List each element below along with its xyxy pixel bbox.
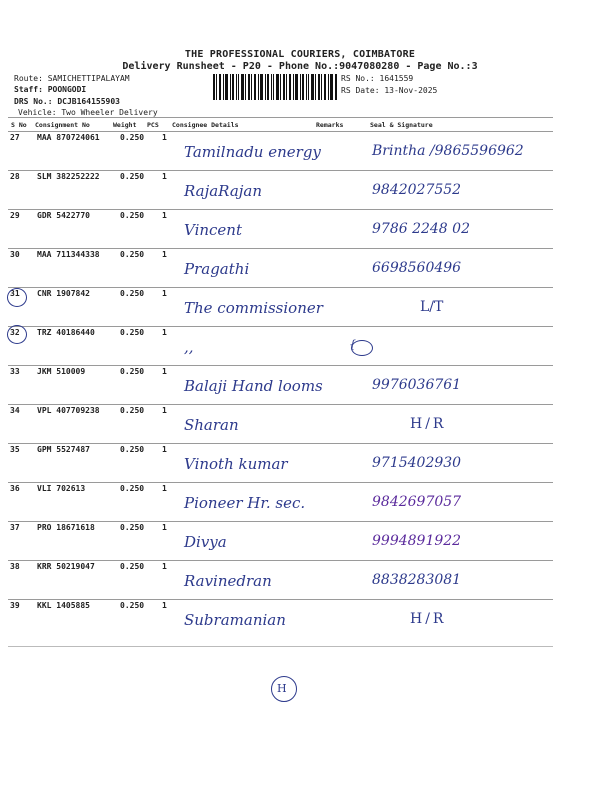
row-sno: 34 (10, 406, 20, 415)
stamp-mark (351, 340, 373, 356)
row-sno: 38 (10, 562, 20, 571)
row-consignment-no: VLI 702613 (37, 484, 86, 493)
row-signature-handwritten: H/R (410, 416, 447, 432)
row-sno: 35 (10, 445, 20, 454)
row-pcs: 1 (162, 367, 167, 376)
row-pcs: 1 (162, 484, 167, 493)
row-weight: 0.250 (120, 289, 145, 298)
row-pcs: 1 (162, 250, 167, 259)
route-label: Route: SAMICHETTIPALAYAM (14, 74, 130, 83)
row-consignee-handwritten: ,, (184, 338, 194, 356)
drs-number: DRS No.: DCJB164155903 (14, 97, 120, 106)
row-consignee-handwritten: RajaRajan (184, 182, 263, 200)
row-consignee-handwritten: Vincent (184, 221, 242, 239)
col-header-signature: Seal & Signature (370, 121, 433, 129)
row-divider (8, 560, 553, 561)
row-signature-handwritten: 6698560496 (372, 260, 462, 276)
row-weight: 0.250 (120, 211, 145, 220)
row-sno: 39 (10, 601, 20, 610)
vehicle-label: Vehicle: Two Wheeler Delivery (18, 108, 158, 117)
row-consignment-no: JKM 510009 (37, 367, 86, 376)
row-weight: 0.250 (120, 367, 145, 376)
table-header-rule (8, 131, 553, 132)
row-sno: 27 (10, 133, 20, 142)
row-pcs: 1 (162, 172, 167, 181)
row-consignee-handwritten: Balaji Hand looms (184, 377, 323, 395)
row-signature-handwritten: Brintha /9865596962 (372, 143, 524, 159)
row-signature-handwritten: H/R (410, 611, 447, 627)
row-weight: 0.250 (120, 328, 145, 337)
row-consignment-no: KKL 1405885 (37, 601, 90, 610)
row-consignee-handwritten: The commissioner (184, 299, 323, 317)
row-weight: 0.250 (120, 172, 145, 181)
row-pcs: 1 (162, 523, 167, 532)
row-consignee-handwritten: Vinoth kumar (184, 455, 288, 473)
row-signature-handwritten: 9976036761 (372, 377, 462, 393)
row-weight: 0.250 (120, 523, 145, 532)
company-title: THE PROFESSIONAL COURIERS, COIMBATORE (184, 49, 416, 60)
row-weight: 0.250 (120, 133, 145, 142)
row-pcs: 1 (162, 328, 167, 337)
col-header-remarks: Remarks (316, 121, 344, 129)
row-sno: 37 (10, 523, 20, 532)
col-header-sno: S No (11, 121, 27, 129)
table-top-rule (8, 117, 553, 118)
row-signature-handwritten: L/T (420, 299, 444, 315)
row-divider (8, 209, 553, 210)
col-header-weight: Weight (113, 121, 137, 129)
rs-number: RS No.: 1641559 (341, 74, 414, 83)
row-pcs: 1 (162, 562, 167, 571)
row-32-circle-mark (7, 325, 27, 344)
row-pcs: 1 (162, 289, 167, 298)
row-consignment-no: VPL 407709238 (37, 406, 100, 415)
row-pcs: 1 (162, 445, 167, 454)
row-consignment-no: GDR 5422770 (37, 211, 90, 220)
row-divider (8, 599, 553, 600)
row-pcs: 1 (162, 601, 167, 610)
row-sno: 32 (10, 328, 20, 337)
col-header-consignment: Consignment No (35, 121, 90, 129)
row-divider (8, 482, 553, 483)
row-weight: 0.250 (120, 406, 145, 415)
row-consignee-handwritten: Pioneer Hr. sec. (184, 494, 306, 512)
row-consignment-no: MAA 870724061 (37, 133, 100, 142)
row-weight: 0.250 (120, 484, 145, 493)
row-signature-handwritten: 9842027552 (372, 182, 462, 198)
row-divider (8, 326, 553, 327)
row-consignee-handwritten: Divya (184, 533, 227, 551)
row-sno: 28 (10, 172, 20, 181)
row-consignee-handwritten: Tamilnadu energy (184, 143, 321, 161)
row-pcs: 1 (162, 211, 167, 220)
row-sno: 30 (10, 250, 20, 259)
col-header-consignee: Consignee Details (172, 121, 239, 129)
row-signature-handwritten: 9715402930 (372, 455, 462, 471)
barcode (213, 74, 337, 100)
row-consignee-handwritten: Ravinedran (184, 572, 272, 590)
row-sno: 31 (10, 289, 20, 298)
row-sno: 33 (10, 367, 20, 376)
runsheet-subtitle: Delivery Runsheet - P20 - Phone No.:9047080280 - Page No.:3 (122, 61, 478, 72)
row-weight: 0.250 (120, 562, 145, 571)
row-pcs: 1 (162, 133, 167, 142)
row-consignment-no: PRO 18671618 (37, 523, 95, 532)
row-consignment-no: CNR 1907842 (37, 289, 90, 298)
row-consignment-no: SLM 382252222 (37, 172, 100, 181)
row-pcs: 1 (162, 406, 167, 415)
row-sno: 36 (10, 484, 20, 493)
row-divider (8, 170, 553, 171)
row-consignee-handwritten: Sharan (184, 416, 239, 434)
table-bottom-rule (8, 646, 553, 647)
staff-label: Staff: POONGODI (14, 85, 87, 94)
row-consignment-no: MAA 711344338 (37, 250, 100, 259)
row-31-circle-mark (7, 288, 27, 307)
row-consignment-no: TRZ 40186440 (37, 328, 95, 337)
row-weight: 0.250 (120, 250, 145, 259)
row-signature-handwritten: 9786 2248 02 (372, 221, 470, 237)
row-weight: 0.250 (120, 601, 145, 610)
row-divider (8, 404, 553, 405)
row-consignment-no: GPM 5527487 (37, 445, 90, 454)
col-header-pcs: PCS (147, 121, 159, 129)
row-consignment-no: KRR 50219047 (37, 562, 95, 571)
row-consignee-handwritten: Subramanian (184, 611, 286, 629)
row-divider (8, 287, 553, 288)
row-divider (8, 521, 553, 522)
row-sno: 29 (10, 211, 20, 220)
row-signature-handwritten: 9842697057 (372, 494, 462, 510)
bracket-mark: { (349, 338, 356, 351)
row-divider (8, 365, 553, 366)
page-initial: H (277, 682, 287, 695)
row-consignee-handwritten: Pragathi (184, 260, 250, 278)
rs-date: RS Date: 13-Nov-2025 (341, 86, 438, 95)
row-divider (8, 443, 553, 444)
row-divider (8, 248, 553, 249)
row-signature-handwritten: 8838283081 (372, 572, 462, 588)
row-weight: 0.250 (120, 445, 145, 454)
row-signature-handwritten: 9994891922 (372, 533, 462, 549)
